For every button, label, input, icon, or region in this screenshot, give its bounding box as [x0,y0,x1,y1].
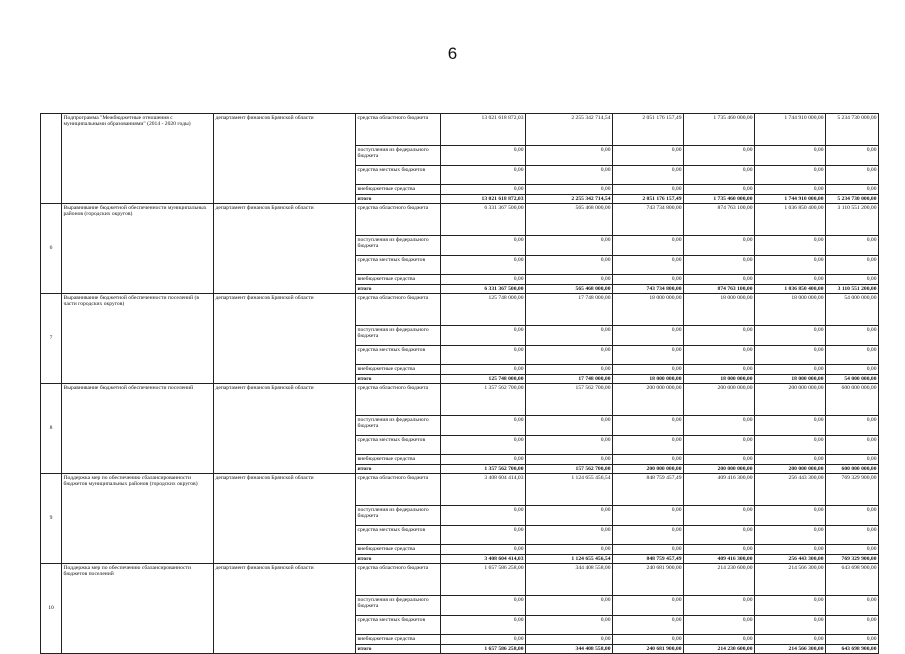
amount-cell: 0,00 [526,256,613,275]
funding-source: поступления из федерального бюджета [356,146,441,166]
amount-cell: 1 657 586 258,00 [441,564,526,596]
amount-cell: 0,00 [755,506,826,526]
amount-cell: 643 698 900,00 [826,564,879,596]
amount-cell: 0,00 [441,635,526,645]
amount-cell: 256 443 300,00 [755,474,826,506]
funding-source: средства областного бюджета [356,204,441,236]
amount-cell: 0,00 [684,346,755,365]
amount-cell: 0,00 [441,185,526,195]
funding-source: внебюджетные средства [356,635,441,645]
amount-cell: 0,00 [441,365,526,375]
amount-cell: 0,00 [441,236,526,256]
amount-cell: 0,00 [613,436,684,455]
funding-source: средства областного бюджета [356,114,441,146]
funding-source: средства местных бюджетов [356,346,441,365]
amount-cell: 1 735 460 000,00 [684,114,755,146]
amount-cell: 1 036 850 400,00 [755,204,826,236]
amount-cell: 0,00 [826,185,879,195]
funding-source: внебюджетные средства [356,545,441,555]
amount-cell: 0,00 [613,526,684,545]
amount-cell: 240 681 900,00 [613,564,684,596]
amount-cell: 0,00 [684,185,755,195]
measure-name: Поддержка мер по обеспечению сбалансированности бюджетов муниципальных районов (городских округов) [62,474,214,564]
amount-cell: 0,00 [826,166,879,185]
amount-cell: 0,00 [684,455,755,465]
funding-source: поступления из федерального бюджета [356,326,441,346]
amount-cell: 0,00 [755,416,826,436]
amount-cell: 0,00 [613,506,684,526]
amount-cell: 256 443 300,00 [755,555,826,564]
amount-cell: 0,00 [613,596,684,616]
amount-cell: 0,00 [441,506,526,526]
amount-cell: 0,00 [826,275,879,285]
amount-cell: 409 416 300,00 [684,555,755,564]
amount-cell: 0,00 [826,436,879,455]
amount-cell: 0,00 [826,526,879,545]
amount-cell: 0,00 [755,455,826,465]
amount-cell: 0,00 [755,616,826,635]
measure-name: Поддержка мер по обеспечению сбалансированности бюджетов поселений [62,564,214,654]
amount-cell: 743 734 800,00 [613,204,684,236]
amount-cell: 200 000 000,00 [684,384,755,416]
funding-source: итого [356,195,441,204]
amount-cell: 200 000 000,00 [613,465,684,474]
executor: департамент финансов Брянской области [214,294,356,384]
measure-name: Выравнивание бюджетной обеспеченности поселений (в части городских округов) [62,294,214,384]
amount-cell: 0,00 [526,275,613,285]
amount-cell: 0,00 [684,616,755,635]
funding-source: поступления из федерального бюджета [356,506,441,526]
amount-cell: 1 744 910 000,00 [755,114,826,146]
measure-name: Выравнивание бюджетной обеспеченности муниципальных районов (городских округов) [62,204,214,294]
amount-cell: 0,00 [526,185,613,195]
amount-cell: 18 000 000,00 [755,294,826,326]
executor: департамент финансов Брянской области [214,114,356,204]
amount-cell: 1 036 850 400,00 [755,285,826,294]
amount-cell: 0,00 [613,455,684,465]
funding-source: средства местных бюджетов [356,526,441,545]
amount-cell: 769 329 900,00 [826,474,879,506]
funding-source: средства областного бюджета [356,474,441,506]
amount-cell: 0,00 [613,166,684,185]
funding-source: итого [356,285,441,294]
amount-cell: 3 408 604 414,03 [441,474,526,506]
amount-cell: 54 000 000,00 [826,294,879,326]
amount-cell: 0,00 [613,616,684,635]
amount-cell: 0,00 [441,545,526,555]
amount-cell: 18 000 000,00 [613,375,684,384]
amount-cell: 0,00 [441,275,526,285]
amount-cell: 17 748 000,00 [526,294,613,326]
funding-source: внебюджетные средства [356,185,441,195]
amount-cell: 1 657 586 258,00 [441,645,526,654]
executor: департамент финансов Брянской области [214,564,356,654]
funding-source: поступления из федерального бюджета [356,596,441,616]
amount-cell: 874 763 100,00 [684,285,755,294]
executor: департамент финансов Брянской области [214,384,356,474]
amount-cell: 0,00 [684,256,755,275]
amount-cell: 214 566 300,00 [755,645,826,654]
amount-cell: 240 681 900,00 [613,645,684,654]
amount-cell: 54 000 000,00 [826,375,879,384]
amount-cell: 0,00 [526,596,613,616]
amount-cell: 0,00 [441,416,526,436]
funding-source: внебюджетные средства [356,455,441,465]
amount-cell: 1 124 655 456,54 [526,555,613,564]
amount-cell: 848 759 457,49 [613,474,684,506]
amount-cell: 0,00 [613,275,684,285]
funding-source: внебюджетные средства [356,365,441,375]
amount-cell: 344 408 558,00 [526,645,613,654]
table-row [41,114,879,146]
amount-cell: 0,00 [826,635,879,645]
amount-cell: 0,00 [526,326,613,346]
amount-cell: 1 357 562 700,00 [441,465,526,474]
amount-cell: 0,00 [613,256,684,275]
amount-cell: 214 230 600,00 [684,645,755,654]
amount-cell: 214 230 600,00 [684,564,755,596]
amount-cell: 3 110 551 200,00 [826,204,879,236]
amount-cell: 0,00 [755,365,826,375]
executor: департамент финансов Брянской области [214,204,356,294]
table-row [41,474,879,506]
amount-cell: 0,00 [755,326,826,346]
amount-cell: 0,00 [684,146,755,166]
amount-cell: 0,00 [441,596,526,616]
amount-cell: 565 468 000,00 [526,204,613,236]
amount-cell: 0,00 [684,596,755,616]
amount-cell: 3 408 604 414,03 [441,555,526,564]
amount-cell: 0,00 [684,545,755,555]
amount-cell: 2 051 176 157,49 [613,114,684,146]
amount-cell: 0,00 [684,326,755,346]
amount-cell: 0,00 [526,436,613,455]
row-index [41,114,62,204]
amount-cell: 0,00 [441,166,526,185]
amount-cell: 0,00 [755,596,826,616]
table-row [41,294,879,326]
amount-cell: 0,00 [826,416,879,436]
amount-cell: 769 329 900,00 [826,555,879,564]
amount-cell: 3 110 551 200,00 [826,285,879,294]
amount-cell: 125 748 000,00 [441,375,526,384]
amount-cell: 565 468 000,00 [526,285,613,294]
amount-cell: 0,00 [755,256,826,275]
amount-cell: 0,00 [441,436,526,455]
amount-cell: 0,00 [526,365,613,375]
amount-cell: 0,00 [755,275,826,285]
amount-cell: 18 000 000,00 [684,375,755,384]
amount-cell: 0,00 [684,635,755,645]
amount-cell: 743 734 800,00 [613,285,684,294]
executor: департамент финансов Брянской области [214,474,356,564]
budget-table [40,113,879,654]
amount-cell: 0,00 [441,616,526,635]
amount-cell: 0,00 [755,236,826,256]
amount-cell: 0,00 [526,635,613,645]
amount-cell: 0,00 [526,236,613,256]
table-row [41,384,879,416]
amount-cell: 0,00 [826,616,879,635]
amount-cell: 0,00 [826,236,879,256]
amount-cell: 18 000 000,00 [613,294,684,326]
amount-cell: 0,00 [755,436,826,455]
amount-cell: 0,00 [613,416,684,436]
amount-cell: 0,00 [526,526,613,545]
funding-source: итого [356,465,441,474]
amount-cell: 848 759 457,49 [613,555,684,564]
amount-cell: 13 021 618 872,03 [441,195,526,204]
amount-cell: 0,00 [441,526,526,545]
amount-cell: 18 000 000,00 [755,375,826,384]
amount-cell: 0,00 [755,185,826,195]
amount-cell: 0,00 [755,526,826,545]
amount-cell: 0,00 [684,236,755,256]
amount-cell: 0,00 [826,506,879,526]
amount-cell: 0,00 [526,506,613,526]
amount-cell: 2 255 342 714,54 [526,114,613,146]
amount-cell: 0,00 [613,365,684,375]
table-row [41,204,879,236]
amount-cell: 157 562 700,00 [526,384,613,416]
amount-cell: 200 000 000,00 [684,465,755,474]
amount-cell: 0,00 [826,365,879,375]
amount-cell: 874 763 100,00 [684,204,755,236]
amount-cell: 6 331 367 500,00 [441,285,526,294]
row-index: 8 [41,384,62,474]
amount-cell: 0,00 [755,545,826,555]
amount-cell: 0,00 [441,346,526,365]
amount-cell: 0,00 [526,166,613,185]
amount-cell: 600 000 000,00 [826,384,879,416]
amount-cell: 0,00 [613,326,684,346]
funding-source: итого [356,645,441,654]
amount-cell: 0,00 [826,256,879,275]
amount-cell: 0,00 [826,455,879,465]
table-row [41,564,879,596]
amount-cell: 0,00 [755,635,826,645]
funding-source: средства областного бюджета [356,294,441,326]
amount-cell: 0,00 [826,346,879,365]
row-index: 7 [41,294,62,384]
amount-cell: 0,00 [613,185,684,195]
amount-cell: 18 000 000,00 [684,294,755,326]
amount-cell: 0,00 [526,545,613,555]
amount-cell: 0,00 [526,346,613,365]
amount-cell: 0,00 [613,635,684,645]
amount-cell: 17 748 000,00 [526,375,613,384]
funding-source: средства местных бюджетов [356,436,441,455]
amount-cell: 0,00 [755,166,826,185]
amount-cell: 0,00 [441,326,526,346]
funding-source: средства местных бюджетов [356,166,441,185]
funding-source: средства областного бюджета [356,564,441,596]
amount-cell: 157 562 700,00 [526,465,613,474]
funding-source: средства местных бюджетов [356,616,441,635]
amount-cell: 125 748 000,00 [441,294,526,326]
budget-table-body [41,114,879,654]
amount-cell: 0,00 [613,146,684,166]
amount-cell: 0,00 [684,416,755,436]
amount-cell: 0,00 [684,365,755,375]
amount-cell: 0,00 [526,616,613,635]
amount-cell: 2 051 176 157,49 [613,195,684,204]
amount-cell: 1 357 562 700,00 [441,384,526,416]
amount-cell: 200 000 000,00 [613,384,684,416]
row-index: 9 [41,474,62,564]
amount-cell: 600 000 000,00 [826,465,879,474]
amount-cell: 0,00 [526,146,613,166]
measure-name: Выравнивание бюджетной обеспеченности поселений [62,384,214,474]
amount-cell: 2 255 342 714,54 [526,195,613,204]
amount-cell: 5 234 730 000,00 [826,114,879,146]
amount-cell: 0,00 [826,146,879,166]
row-index: 10 [41,564,62,654]
amount-cell: 0,00 [613,346,684,365]
amount-cell: 0,00 [684,526,755,545]
amount-cell: 0,00 [441,455,526,465]
amount-cell: 214 566 300,00 [755,564,826,596]
amount-cell: 0,00 [755,146,826,166]
amount-cell: 13 021 618 872,03 [441,114,526,146]
amount-cell: 0,00 [684,275,755,285]
amount-cell: 0,00 [441,146,526,166]
amount-cell: 0,00 [826,545,879,555]
funding-source: поступления из федерального бюджета [356,236,441,256]
amount-cell: 6 331 367 500,00 [441,204,526,236]
measure-name: Подпрограмма "Межбюджетные отношения с муниципальными образованиями" (2014 - 2020 годы) [62,114,214,204]
amount-cell: 0,00 [613,545,684,555]
amount-cell: 1 735 460 000,00 [684,195,755,204]
amount-cell: 0,00 [826,596,879,616]
funding-source: внебюджетные средства [356,275,441,285]
amount-cell: 0,00 [826,326,879,346]
amount-cell: 200 000 000,00 [755,465,826,474]
amount-cell: 0,00 [684,506,755,526]
funding-source: итого [356,555,441,564]
funding-source: итого [356,375,441,384]
amount-cell: 200 000 000,00 [755,384,826,416]
amount-cell: 409 416 300,00 [684,474,755,506]
amount-cell: 0,00 [755,346,826,365]
funding-source: средства областного бюджета [356,384,441,416]
amount-cell: 344 408 558,00 [526,564,613,596]
funding-source: средства местных бюджетов [356,256,441,275]
page-number: 6 [447,44,458,63]
row-index: 6 [41,204,62,294]
amount-cell: 0,00 [613,236,684,256]
funding-source: поступления из федерального бюджета [356,416,441,436]
amount-cell: 1 744 910 000,00 [755,195,826,204]
amount-cell: 1 124 655 456,54 [526,474,613,506]
amount-cell: 0,00 [526,416,613,436]
amount-cell: 0,00 [526,455,613,465]
amount-cell: 643 698 900,00 [826,645,879,654]
amount-cell: 0,00 [684,166,755,185]
amount-cell: 0,00 [441,256,526,275]
amount-cell: 5 234 730 000,00 [826,195,879,204]
amount-cell: 0,00 [684,436,755,455]
